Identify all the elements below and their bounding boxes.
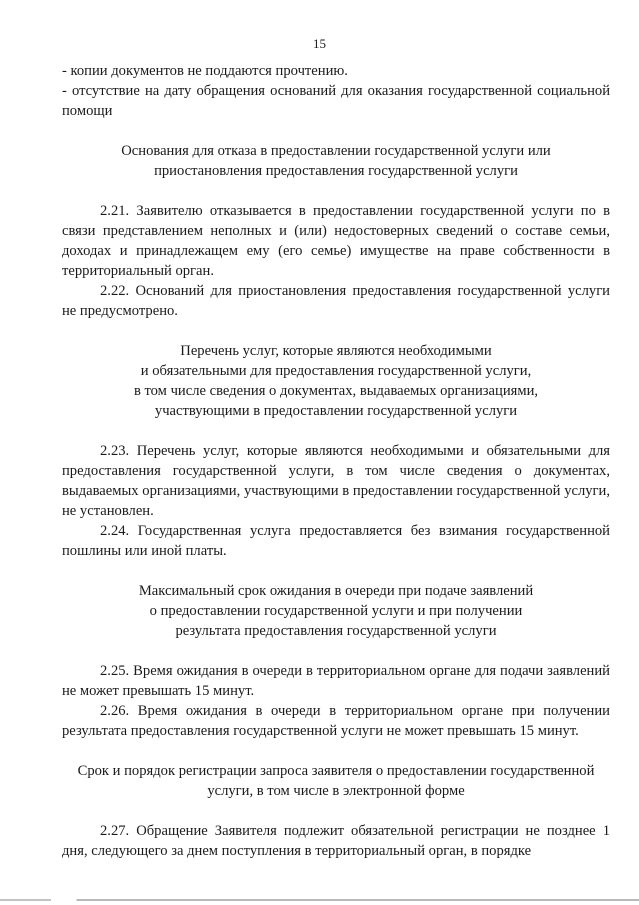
heading-line: в том числе сведения о документах, выдаваемых организациями,: [133, 383, 539, 399]
heading-refusal-grounds: [62, 141, 610, 181]
heading-registration: [62, 761, 610, 801]
scan-edge-line: [0, 899, 639, 901]
heading-line: результата предоставления государственной услуги: [175, 623, 497, 639]
paragraph-2-21: 2.21. Заявителю отказывается в предоставлении государственной услуги по в связи представлением неполных и (или) недостоверных сведений о составе семьи, доходах и принадлежащем ему (его семье) имуществе на праве собственности в территориальный орган.: [62, 203, 610, 279]
paragraph-2-27: 2.27. Обращение Заявителя подлежит обязательной регистрации не позднее 1 дня, следующего за днем поступления в территориальный орган, в порядке: [62, 823, 610, 859]
paragraph-2-26: 2.26. Время ожидания в очереди в территориальном органе при получении результата предоставления государственной услуги не может превышать 15 минут.: [62, 703, 610, 739]
paragraph-2-22: 2.22. Оснований для приостановления предоставления государственной услуги не предусмотрено.: [62, 283, 610, 319]
heading-line: о предоставлении государственной услуги и при получении: [149, 603, 523, 619]
list-line-copies-unreadable: - копии документов не поддаются прочтению.: [62, 63, 348, 79]
paragraph-2-24: 2.24. Государственная услуга предоставляется без взимания государственной пошлины или иной платы.: [62, 523, 610, 559]
paragraph-2-23: 2.23. Перечень услуг, которые являются необходимыми и обязательными для предоставления государственной услуги, в том числе сведения о документах, выдаваемых организациями, участвующими в предоставлении государственной услуги, не установлен.: [62, 443, 610, 519]
heading-waiting-time: [62, 581, 610, 641]
heading-line: Перечень услуг, которые являются необходимыми: [180, 343, 492, 359]
list-line-no-grounds: - отсутствие на дату обращения оснований для оказания государственной социальной помощи: [62, 83, 610, 119]
heading-line: участвующими в предоставлении государственной услуги: [154, 403, 518, 419]
heading-line: Срок и порядок регистрации запроса заявителя о предоставлении государственной: [77, 763, 595, 779]
heading-line: Максимальный срок ожидания в очереди при подаче заявлений: [138, 583, 534, 599]
paragraph-2-25: 2.25. Время ожидания в очереди в территориальном органе для подачи заявлений не может превышать 15 минут.: [62, 663, 610, 699]
heading-line: услуги, в том числе в электронной форме: [207, 783, 465, 799]
page-content: [62, 61, 610, 861]
heading-line: Основания для отказа в предоставлении государственной услуги или: [121, 143, 551, 159]
page-number: 15: [313, 36, 326, 51]
heading-line: приостановления предоставления государственной услуги: [154, 163, 518, 179]
heading-line: и обязательными для предоставления государственной услуги,: [140, 363, 532, 379]
heading-required-services: [62, 341, 610, 421]
